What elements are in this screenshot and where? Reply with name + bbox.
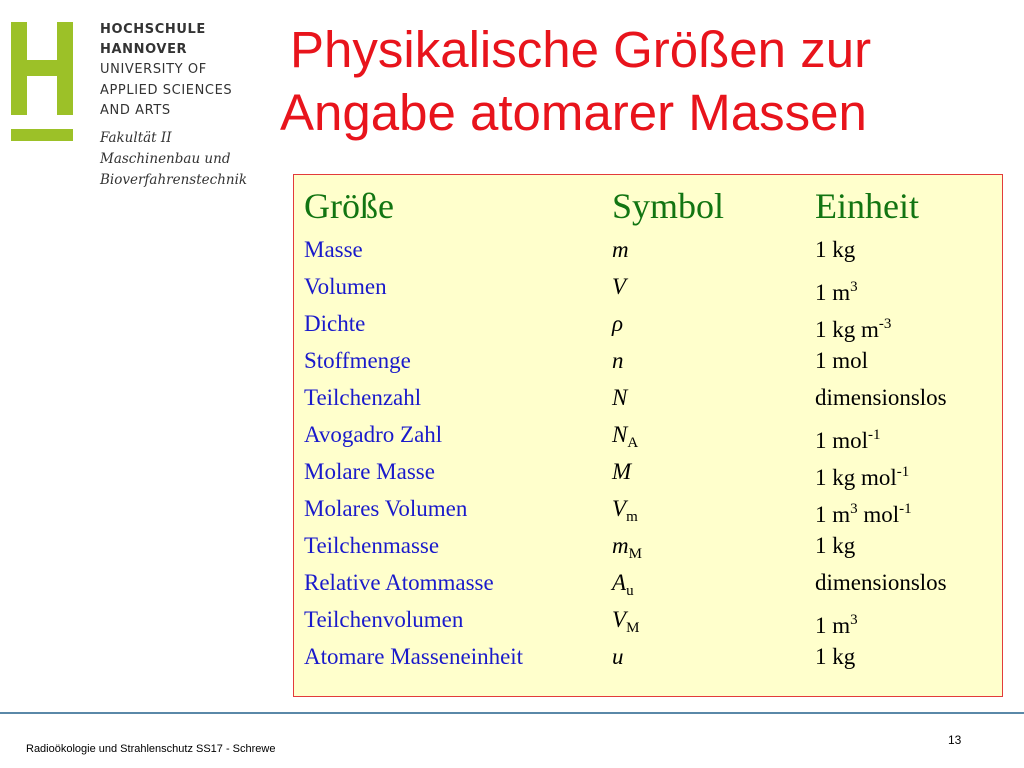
symbol-cell bbox=[612, 346, 624, 376]
unit-cell bbox=[815, 605, 858, 641]
faculty-name bbox=[100, 128, 247, 191]
symbol-text: M bbox=[612, 459, 632, 484]
unit-text: 1 m bbox=[815, 280, 851, 305]
header-symbol: Symbol bbox=[612, 186, 725, 226]
table-row bbox=[0, 309, 1024, 346]
table-row bbox=[0, 494, 1024, 531]
unit-text: 1 kg bbox=[815, 237, 856, 262]
footer-rule bbox=[0, 712, 1024, 714]
unit-text: 1 kg m bbox=[815, 317, 879, 342]
quantity-cell: Teilchenvolumen bbox=[304, 607, 464, 632]
table-row bbox=[0, 272, 1024, 309]
unit-cell bbox=[815, 494, 912, 530]
table-row bbox=[0, 568, 1024, 605]
symbol-cell bbox=[612, 605, 639, 643]
unit-exponent: -1 bbox=[899, 501, 912, 517]
symbol-cell bbox=[612, 383, 627, 413]
quantity-cell: Relative Atommasse bbox=[304, 570, 494, 595]
unit-cell bbox=[815, 420, 881, 456]
unit-text: 1 m bbox=[815, 502, 851, 527]
symbol-subscript: M bbox=[626, 620, 640, 636]
symbol-subscript: A bbox=[627, 435, 639, 451]
table-row bbox=[0, 235, 1024, 272]
table-row bbox=[0, 457, 1024, 494]
university-name-line: HANNOVER bbox=[100, 42, 188, 57]
quantity-cell: Teilchenzahl bbox=[304, 385, 422, 410]
symbol-cell bbox=[612, 309, 623, 339]
symbol-text: N bbox=[612, 422, 628, 447]
symbol-text: m bbox=[612, 237, 629, 262]
slide-title bbox=[280, 18, 1010, 144]
slide-title-line-1: Physikalische Größen zur bbox=[290, 21, 872, 78]
university-name bbox=[100, 20, 232, 122]
faculty-line: Maschinenbau und bbox=[100, 151, 231, 167]
university-name-line: UNIVERSITY OF bbox=[100, 62, 207, 77]
unit-exponent: -1 bbox=[868, 427, 881, 443]
faculty-line: Bioverfahrenstechnik bbox=[100, 172, 248, 188]
university-name-line: APPLIED SCIENCES bbox=[100, 82, 233, 98]
quantity-cell: Molares Volumen bbox=[304, 496, 468, 521]
university-name-line: AND ARTS bbox=[100, 103, 171, 118]
unit-cell bbox=[815, 346, 868, 376]
unit-text: 1 mol bbox=[815, 348, 869, 373]
unit-exponent: -1 bbox=[896, 464, 910, 480]
table-row bbox=[0, 420, 1024, 457]
symbol-text: u bbox=[612, 644, 624, 669]
page-number: 13 bbox=[948, 733, 962, 747]
symbol-subscript: m bbox=[626, 509, 638, 525]
symbol-text: ρ bbox=[612, 311, 624, 336]
university-logo-mark bbox=[11, 22, 75, 146]
slide-title-line-2: Angabe atomarer Massen bbox=[280, 84, 867, 141]
unit-cell bbox=[815, 642, 855, 672]
header-quantity: Größe bbox=[304, 186, 394, 226]
table-row bbox=[0, 605, 1024, 642]
symbol-cell bbox=[612, 568, 634, 606]
symbol-subscript: M bbox=[628, 546, 642, 562]
unit-cell bbox=[815, 383, 947, 413]
unit-exponent: -3 bbox=[878, 316, 892, 332]
symbol-text: V bbox=[612, 607, 627, 632]
unit-exponent: 3 bbox=[850, 279, 858, 295]
unit-tail: mol bbox=[857, 502, 900, 527]
quantity-cell: Teilchenmasse bbox=[304, 533, 440, 558]
symbol-text: V bbox=[612, 274, 627, 299]
logo-underline bbox=[11, 129, 73, 141]
university-name-line: HOCHSCHULE bbox=[100, 22, 206, 37]
unit-cell bbox=[815, 531, 855, 561]
unit-cell bbox=[815, 457, 909, 493]
unit-text: 1 kg bbox=[815, 533, 856, 558]
header-unit: Einheit bbox=[815, 186, 919, 226]
quantity-cell: Molare Masse bbox=[304, 459, 435, 484]
symbol-cell bbox=[612, 531, 642, 569]
unit-cell bbox=[815, 309, 891, 345]
symbol-text: V bbox=[612, 496, 627, 521]
unit-text: 1 kg bbox=[815, 644, 856, 669]
footer-text: Radioökologie und Strahlenschutz SS17 - Schrewe bbox=[26, 743, 276, 755]
logo-bar-middle bbox=[11, 60, 73, 76]
table-row bbox=[0, 346, 1024, 383]
table-row bbox=[0, 531, 1024, 568]
symbol-subscript: u bbox=[626, 583, 634, 599]
unit-text: dimensionslos bbox=[815, 570, 947, 595]
table-row bbox=[0, 383, 1024, 420]
symbol-cell bbox=[612, 494, 638, 532]
symbol-cell bbox=[612, 235, 629, 265]
quantity-cell: Avogadro Zahl bbox=[304, 422, 443, 447]
unit-text: 1 kg mol bbox=[815, 465, 897, 490]
unit-exponent: 3 bbox=[850, 501, 858, 517]
quantity-cell: Masse bbox=[304, 237, 363, 262]
quantity-cell: Atomare Masseneinheit bbox=[304, 644, 524, 669]
unit-cell bbox=[815, 272, 858, 308]
faculty-line: Fakultät II bbox=[100, 130, 172, 146]
symbol-cell bbox=[612, 642, 624, 672]
unit-text: 1 m bbox=[815, 613, 851, 638]
symbol-cell bbox=[612, 420, 638, 458]
quantity-cell: Volumen bbox=[304, 274, 387, 299]
symbol-cell bbox=[612, 272, 626, 302]
symbol-text: A bbox=[612, 570, 627, 595]
symbol-text: m bbox=[612, 533, 629, 558]
symbol-cell bbox=[612, 457, 631, 487]
table-row bbox=[0, 642, 1024, 679]
unit-cell bbox=[815, 235, 855, 265]
unit-text: 1 mol bbox=[815, 428, 869, 453]
symbol-text: n bbox=[612, 348, 624, 373]
unit-exponent: 3 bbox=[850, 612, 858, 628]
unit-text: dimensionslos bbox=[815, 385, 947, 410]
unit-cell bbox=[815, 568, 947, 598]
symbol-text: N bbox=[612, 385, 628, 410]
quantity-cell: Dichte bbox=[304, 311, 366, 336]
quantity-cell: Stoffmenge bbox=[304, 348, 411, 373]
